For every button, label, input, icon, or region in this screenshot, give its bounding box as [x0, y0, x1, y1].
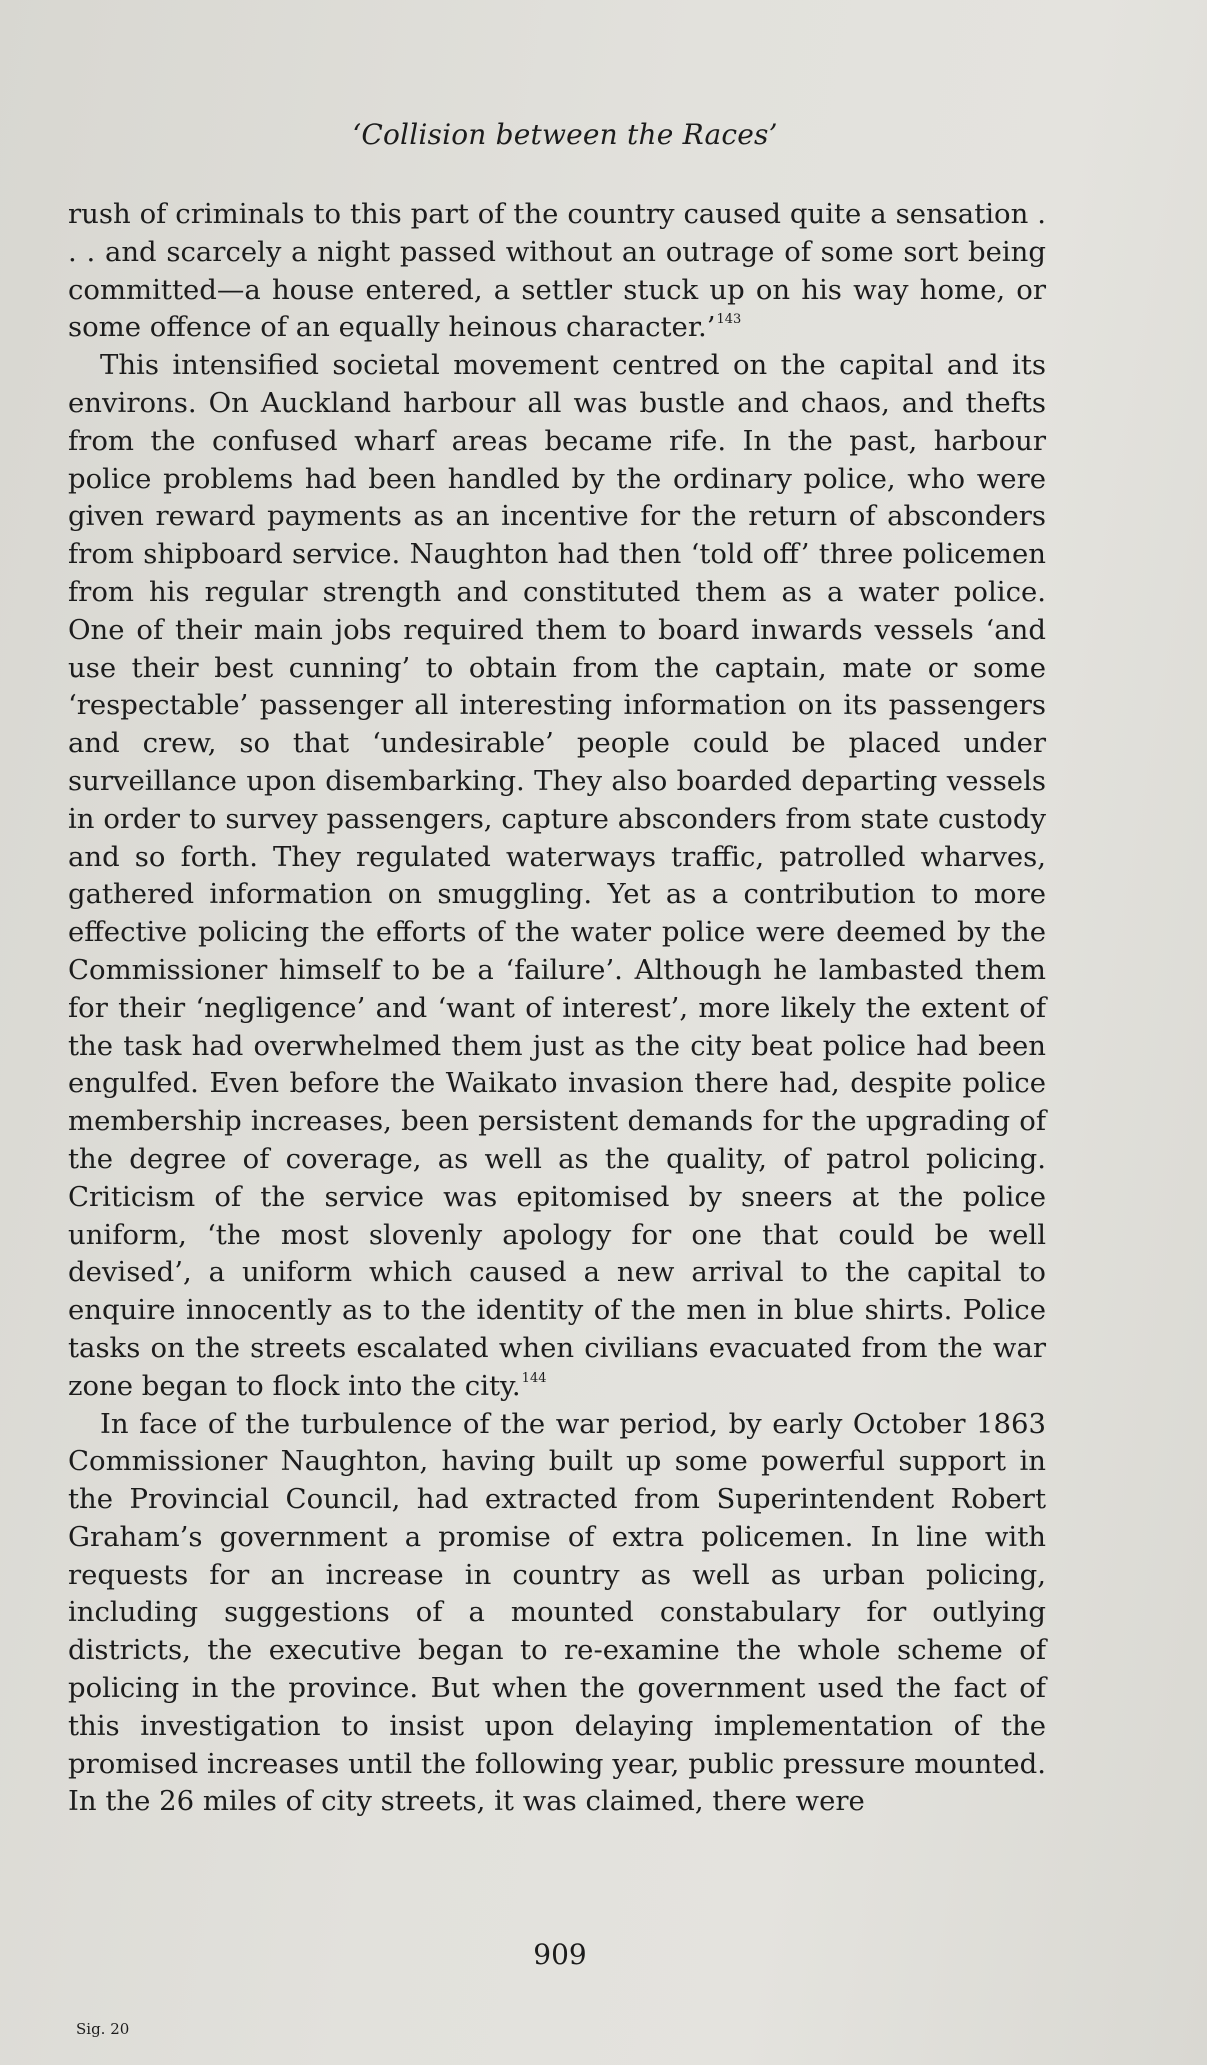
paragraph-1: [68, 196, 1046, 347]
body-text: [68, 196, 1046, 1821]
paragraph-1-text: rush of criminals to this part of the country caused quite a sensation . . . and scarcely a night passed without an outrage of some sort being committed—a house entered, a settler stuck up on his way home, or some offence of an equally heinous character.’: [68, 198, 1046, 344]
paragraph-3: [68, 1406, 1046, 1822]
paragraph-2: [68, 347, 1046, 1405]
paragraph-3-text: In face of the turbulence of the war period, by early October 1863 Commissioner Naughton, having built up some powerful support in the Provincial Council, had extracted from Superintendent Robert Graham’s government a promise of extra policemen. In line with requests for an increase in country as well as urban policing, including suggestions of a mounted constabulary for outlying districts, the executive began to re-examine the whole scheme of policing in the province. But when the government used the fact of this investigation to insist upon delaying implementation of the promised increases until the following year, public pressure mounted. In the 26 miles of city streets, it was claimed, there were: [68, 1407, 1046, 1818]
page-number: 909: [533, 1938, 587, 1971]
footnote-ref-144: 144: [521, 1370, 547, 1386]
footnote-ref-143: 143: [716, 312, 742, 328]
signature-mark: Sig. 20: [76, 2020, 130, 2038]
paragraph-2-text: This intensified societal movement centred on the capital and its environs. On Auckland harbour all was bustle and chaos, and thefts from the confused wharf areas became rife. In the past, harbour police problems had been handled by the ordinary police, who were given reward payments as an incentive for the return of absconders from shipboard service. Naughton had then ‘told off’ three policemen from his regular strength and constituted them as a water police. One of their main jobs required them to board inwards vessels ‘and use their best cunning’ to obtain from the captain, mate or some ‘respectable’ passenger all interesting information on its passengers and crew, so that ‘undesirable’ people could be placed under surveillance upon disembarking. They also boarded departing vessels in order to survey passengers, capture absconders from state custody and so forth. They regulated waterways traffic, patrolled wharves, gathered information on smuggling. Yet as a contribution to more effective policing the efforts of the water police were deemed by the Commissioner himself to be a ‘failure’. Although he lambasted them for their ‘negligence’ and ‘want of interest’, more likely the extent of the task had overwhelmed them just as the city beat police had been engulfed. Even before the Waikato invasion there had, despite police membership increases, been persistent demands for the upgrading of the degree of coverage, as well as the quality, of patrol policing. Criticism of the service was epitomised by sneers at the police uniform, ‘the most slovenly apology for one that could be well devised’, a uniform which caused a new arrival to the capital to enquire innocently as to the identity of the men in blue shirts. Police tasks on the streets escalated when civilians evacuated from the war zone began to flock into the city.: [68, 349, 1046, 1402]
running-head: ‘Collision between the Races’: [352, 118, 778, 151]
